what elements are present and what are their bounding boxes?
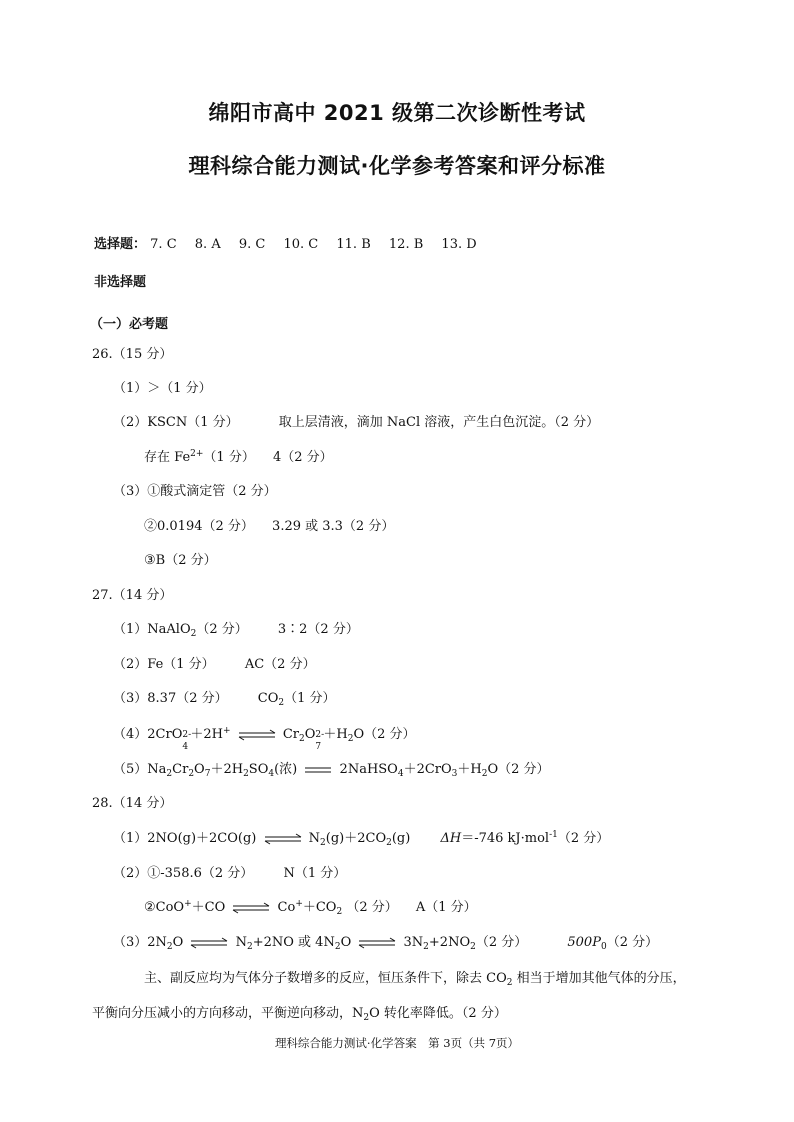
choice-answer: 13. D	[441, 237, 477, 252]
q28-line3: ②CoO+＋CO $Co^++CO_2$ （2 分） A（1 分）	[144, 899, 477, 917]
q28-l4f: 3N	[403, 935, 424, 950]
q27-l4e: ＋H	[323, 727, 348, 742]
q26-l3a: 存在 Fe	[144, 450, 191, 465]
equilibrium-arrow-icon	[231, 902, 271, 914]
q26-line4: （3）①酸式滴定管（2 分）	[113, 484, 277, 499]
q26-line5	[144, 519, 394, 535]
q27-line1: （1）NaAlO$_2$（2 分） 3∶2（2 分）	[113, 622, 359, 639]
q28-para1b: 相当于增加其他气体的分压，	[512, 971, 686, 986]
q26-l2a: （2）KSCN（1 分）	[113, 415, 239, 430]
q28-l1g: （2 分）	[557, 831, 610, 846]
choice-answer: 11. B	[336, 237, 371, 252]
q28-paragraph-line1: 主、副反应均为气体分子数增多的反应，恒压条件下，除去 $CO_2$ 相当于增加其他气体的分压，	[144, 971, 686, 988]
q26-l3c: 4（2 分）	[272, 450, 333, 465]
q28-l4b: O	[172, 935, 184, 950]
q27-l5a: （5）Na	[113, 762, 167, 777]
q28-l4g: +2NO	[428, 935, 471, 950]
q27-l5d: ＋2H	[210, 762, 244, 777]
q27-l4c: Cr	[282, 727, 299, 742]
q27-l4a: （4）2CrO	[113, 727, 183, 742]
q26-line1: （1）＞（1 分）	[113, 381, 212, 396]
q27-l4f: O（2 分）	[353, 727, 416, 742]
required-label: （一）必考题	[90, 317, 169, 332]
choice-answer: 8. A	[194, 237, 221, 252]
choice-answer: 12. B	[388, 237, 424, 252]
q28-l1b: N	[308, 831, 321, 846]
q27-l3a: （3）8.37（2 分）	[113, 691, 228, 706]
choice-label: 选择题：	[94, 237, 147, 252]
q28-l2a: （2）①-358.6（2 分）	[113, 866, 254, 881]
q27-l2b: AC（2 分）	[244, 657, 316, 672]
q27-l4b: ＋2H	[190, 727, 223, 742]
nonchoice-label: 非选择题	[94, 275, 147, 290]
q28-l4c: N	[235, 935, 247, 950]
q27-l5b: Cr	[172, 762, 189, 777]
q27-l1a: （1）NaAlO	[113, 622, 191, 637]
q26-line3	[144, 450, 333, 466]
q26-l3sup: 2+	[190, 449, 204, 459]
choice-answer: 10. C	[283, 237, 319, 252]
q27-l5i: ＋H	[457, 762, 482, 777]
q28-head: 28.（14 分）	[92, 796, 173, 811]
equals-sign-icon	[303, 764, 333, 776]
q28-l4h: （2 分）	[475, 935, 528, 950]
q28-l3e: （2 分）	[346, 900, 398, 915]
q28-l1e: ΔH	[440, 831, 462, 846]
q26-line2	[113, 415, 599, 431]
q27-line3: （3）8.37（2 分） $CO_2(1$ 分）	[113, 691, 336, 708]
q28-para2b: O 转化率降低。（2 分）	[369, 1006, 507, 1021]
choice-answer: 7. C	[150, 237, 177, 252]
q28-l4j: （2 分）	[606, 935, 659, 950]
page-title: 绵阳市高中 2021 级第二次诊断性考试	[208, 101, 586, 125]
q28-line4: $(3)2N_2O$ $N_2+2NO$ 或 $4N_2O$ $3N_2+2NO_2(2$ 分） $500P_0(2$ 分）	[113, 935, 659, 952]
q28-line1: （1）2NO(g)＋2CO(g) $N_2(g)+2CO_2(g)$ ΔH＝-746 kJ·mol$^{-1}$（2 分）	[113, 830, 610, 848]
q26-l5a: ②0.0194（2 分）	[144, 519, 254, 534]
q28-l4i: 500P	[567, 935, 601, 950]
q27-head: 27.（14 分）	[92, 588, 173, 603]
q26-l2b: 取上层清液，滴加 NaCl 溶液，产生白色沉淀。（2 分）	[278, 415, 600, 430]
q28-l4e: O	[340, 935, 352, 950]
q28-l1sup: -1	[549, 830, 558, 840]
q27-line5: $(5)Na_2Cr_2O_7+2H_2SO_4$(浓) $2NaHSO_4+2CrO_3+H_2O(2$ 分）	[113, 762, 550, 779]
equilibrium-arrow-icon	[237, 729, 277, 741]
q27-l4d: O	[304, 727, 316, 742]
q27-l5f: (浓)	[274, 762, 298, 777]
q27-l5e: SO	[248, 762, 269, 777]
q27-l1c: 3∶2（2 分）	[277, 622, 359, 637]
equilibrium-arrow-icon	[357, 937, 397, 949]
q27-line2	[113, 657, 316, 673]
page-footer: 理科综合能力测试·化学答案 第 3页（共 7页）	[274, 1036, 520, 1050]
q27-l5c: O	[194, 762, 205, 777]
q28-l1f: ＝-746 kJ·mol	[461, 831, 550, 846]
q27-l5h: ＋2CrO	[403, 762, 452, 777]
choice-answers	[94, 237, 477, 253]
q26-head: 26.（15 分）	[92, 347, 173, 362]
equilibrium-arrow-icon	[189, 937, 229, 949]
q27-l3c: （1 分）	[284, 691, 336, 706]
q28-l3a: ②CoO	[144, 900, 185, 915]
q27-l1b: （2 分）	[196, 622, 248, 637]
q28-line2	[113, 866, 346, 882]
q28-l3d: ＋CO	[302, 900, 337, 915]
q26-l5b: 3.29 或 3.3（2 分）	[272, 519, 395, 534]
q28-l3c: Co	[277, 900, 296, 915]
q28-l4d: +2NO 或 4N	[252, 935, 335, 950]
q28-l1d: (g)	[391, 831, 411, 846]
equilibrium-arrow-icon	[263, 833, 303, 845]
q28-para2: 平衡向分压减小的方向移动，平衡逆向移动，N	[92, 1006, 364, 1021]
q28-l2b: N（1 分）	[283, 866, 347, 881]
q28-l3b: ＋CO	[191, 900, 226, 915]
q28-l4a: （3）2N	[113, 935, 167, 950]
q27-l3b: CO	[257, 691, 279, 706]
q27-l5j: O（2 分）	[487, 762, 550, 777]
page-subtitle: 理科综合能力测试·化学参考答案和评分标准	[188, 154, 606, 178]
q26-line6: ③B（2 分）	[144, 553, 217, 568]
q27-l2a: （2）Fe（1 分）	[113, 657, 215, 672]
q26-l3b: （1 分）	[203, 450, 255, 465]
q28-para1: 主、副反应均为气体分子数增多的反应，恒压条件下，除去 CO	[144, 971, 507, 986]
choice-answer: 9. C	[238, 237, 266, 252]
q28-paragraph-line2: 平衡向分压减小的方向移动，平衡逆向移动，$N_2O$ 转化率降低。（2 分）	[92, 1006, 507, 1023]
q28-l1c: (g)＋2CO	[325, 831, 387, 846]
q28-l3f: A（1 分）	[415, 900, 477, 915]
q27-l5g: 2NaHSO	[339, 762, 398, 777]
q28-l1a: （1）2NO(g)＋2CO(g)	[113, 831, 257, 846]
q27-line4: （4）2CrO 2- 4 ＋2H+ $Cr_2O$ 2- 7 $+H_2O(2$ 分）	[113, 726, 416, 752]
